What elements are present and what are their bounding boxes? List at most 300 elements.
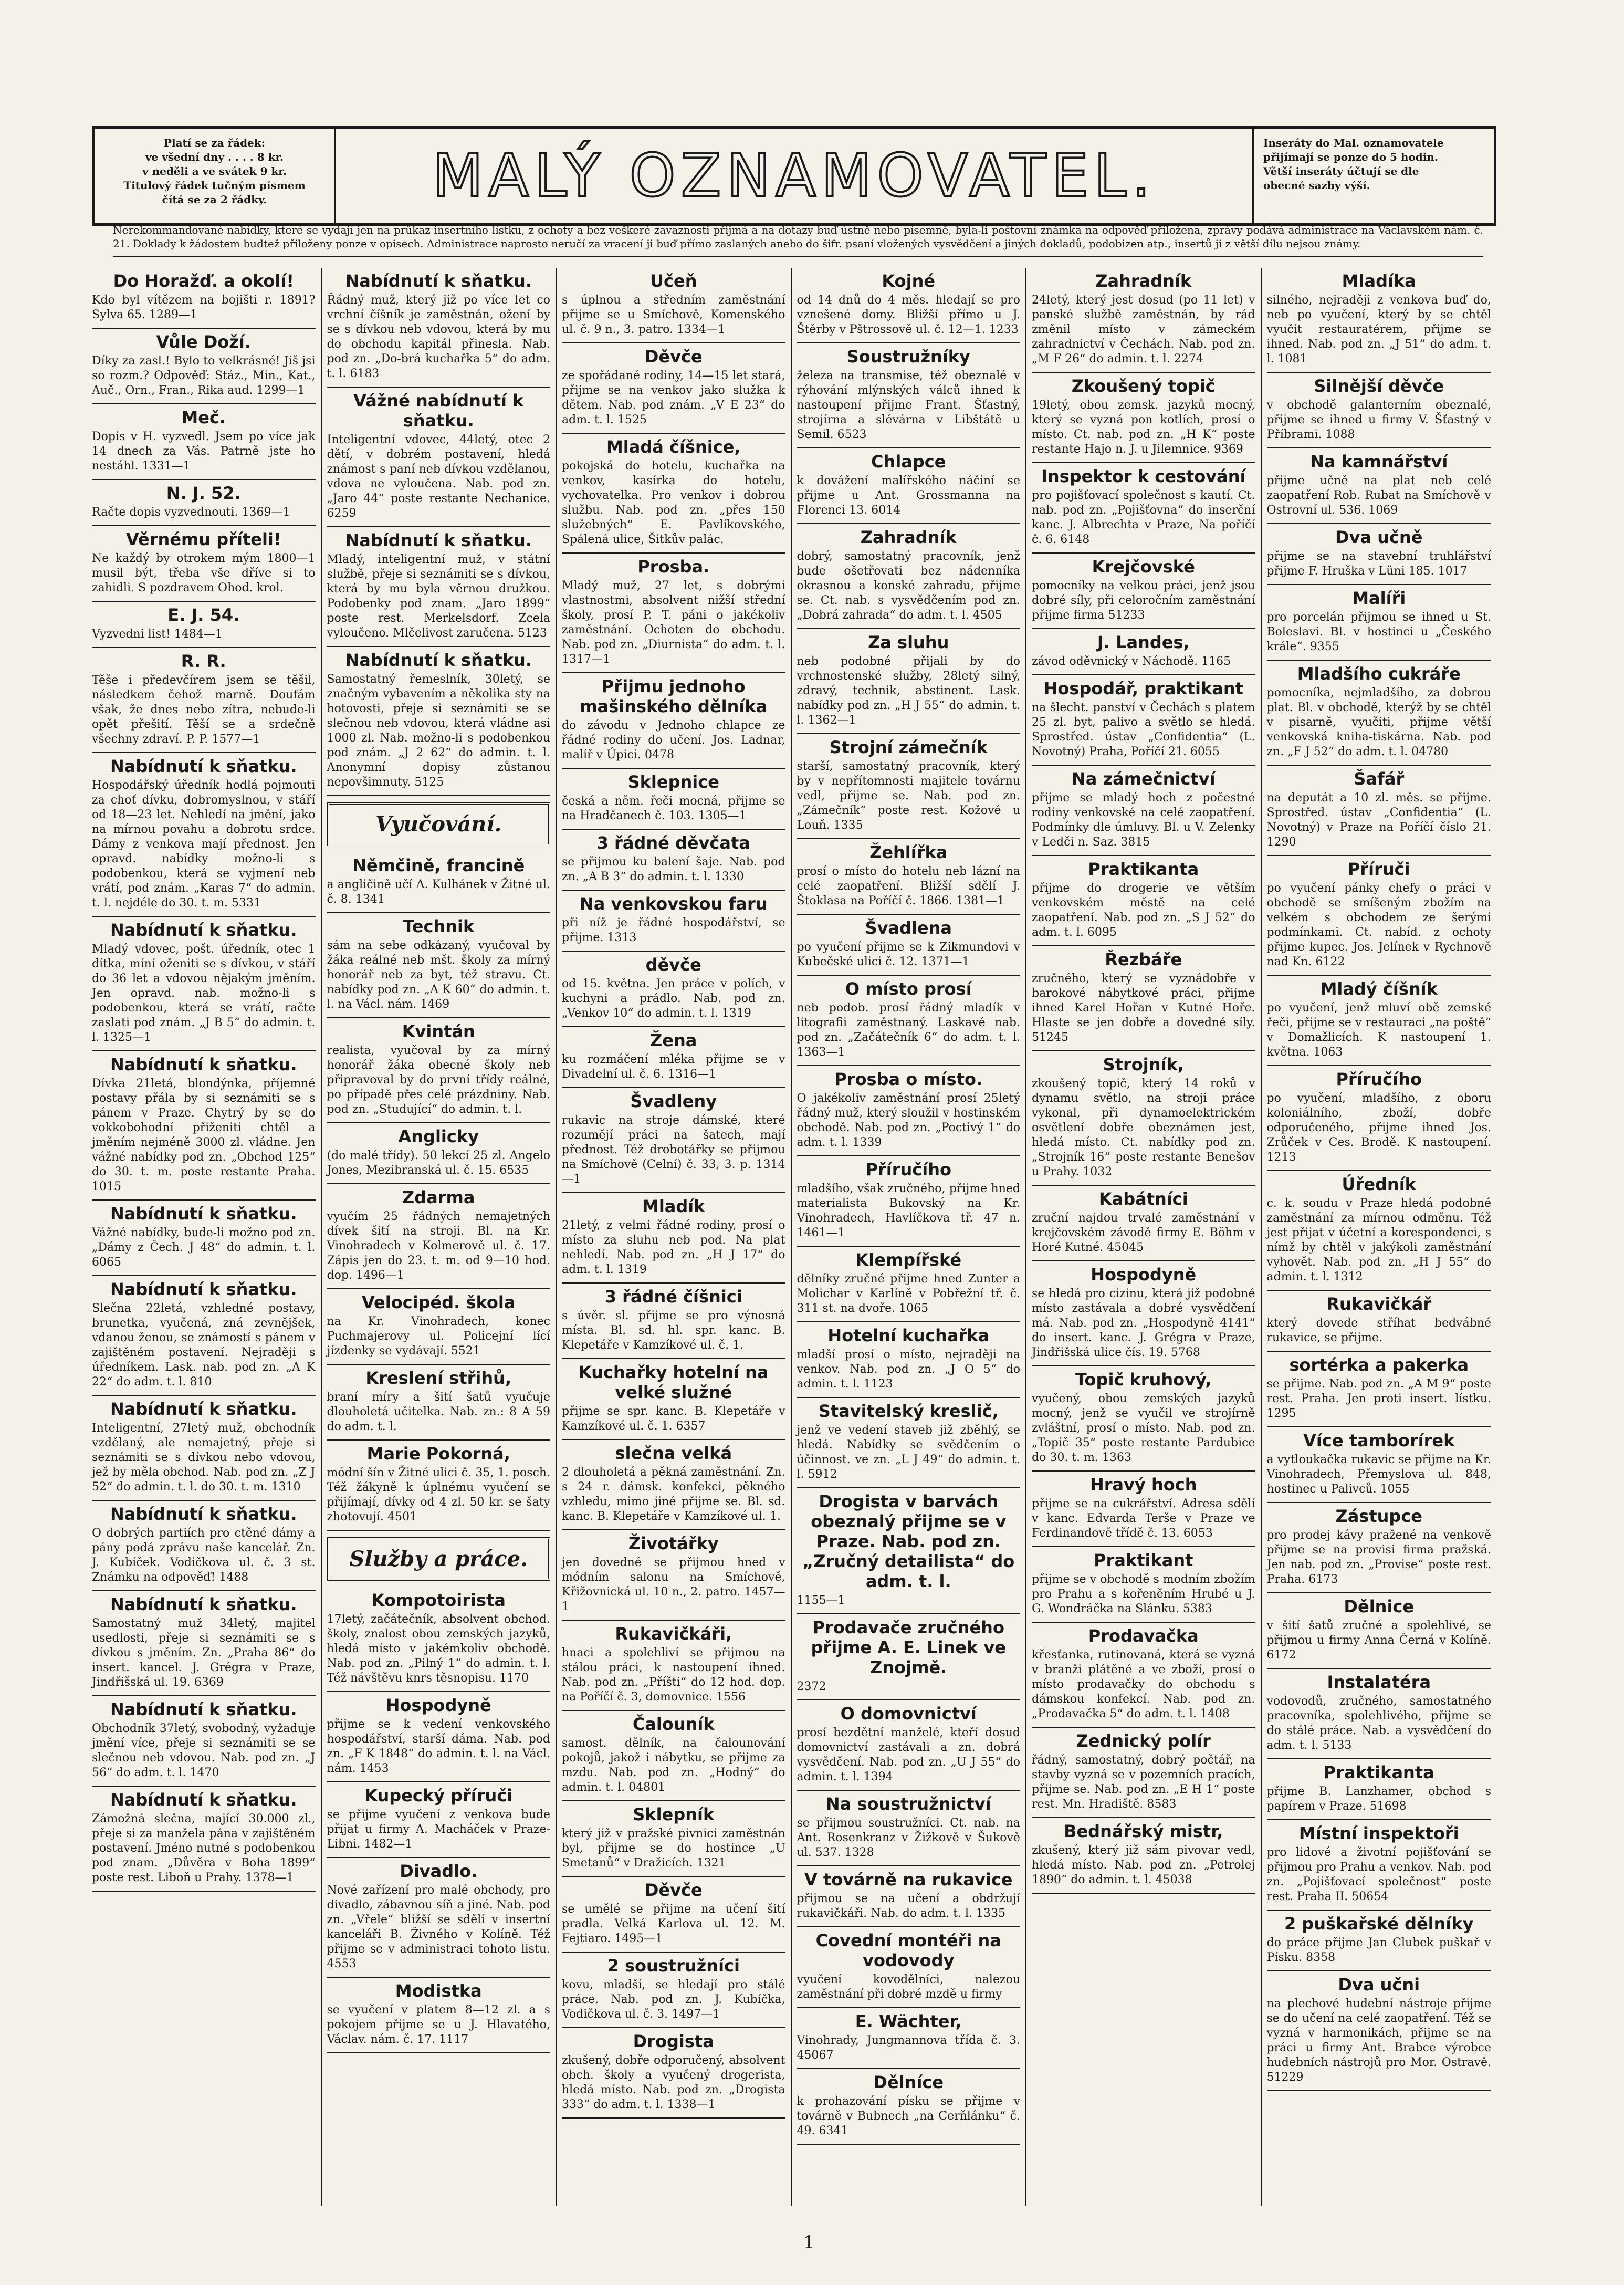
ad-title: Nabídnutí k sňatku.	[110, 920, 297, 940]
ad-title: Dva učně	[1335, 527, 1423, 547]
ad-text: mladší prosí o místo, nejraději na venkov. Nab. pod zn. „J O 5“ do admin. t. l. 1123	[797, 1348, 1020, 1391]
ad-title: R. R.	[181, 651, 226, 671]
ad-text: křesťanka, rutinovaná, která se vyzná v branži plátěné a ve zboží, prosí o místo prodavačky do obchodu s dámskou konfekcí. Nab. pod zn. „Prodavačka 5“ do adm. t. l. 1408	[1032, 1648, 1255, 1720]
ad-text: ze spořádané rodiny, 14—15 let stará, přijme se na venkov jako služka k dětem. Nab. pod znám. „V E 23“ do adm. t. l. 1525	[562, 369, 785, 426]
classified-ad	[1267, 585, 1492, 661]
ad-text: od 14 dnů do 4 měs. hledají se pro vznešené domy. Bližší přímo u J. Štěrby v Pštrossově ul. č. 12—1. 1233	[797, 294, 1020, 336]
ad-title: děvče	[645, 955, 701, 975]
classified-ad	[1032, 1472, 1255, 1547]
ad-text: 21letý, z velmi řádné rodiny, prosí o místo za sluhu neb pod. Na plat nehledí. Nab. pod zn. „H J 17“ do adm. t. l. 1319	[562, 1219, 785, 1276]
ad-text: c. k. soudu v Praze hledá podobné zaměstnání za mírnou odměnu. Též jest přijat v účetní a korespondenci, s nímž by chtěl v jakýkoli zaměstnání vyhovět. Nab. pod zn. „H J 55“ do admin. t. l. 1312	[1266, 1197, 1491, 1284]
classified-ad	[1032, 675, 1255, 766]
ad-text: přijme se mladý hoch z počestné rodiny venkovské na celé zaopatření. Podmínky dle úmluvy. Bl. u V. Zelenky v Ledči n. Saz. 3815	[1032, 791, 1255, 849]
classified-ad	[1032, 1366, 1255, 1472]
ad-text: kovu, mladší, se hledají pro stálé práce. Nab. pod zn. J. Kubíčka, Vodičkova ul. č. 3. 1497—1	[562, 1978, 785, 2021]
classified-ad	[1032, 554, 1255, 629]
ad-text: se přijme vyučení z venkova bude přijat u firmy A. Macháček v Praze-Libni. 1482—1	[327, 1808, 550, 1851]
ad-title: Velocipéd. škola	[362, 1292, 516, 1312]
classified-ad	[1032, 463, 1255, 554]
ad-title: Děvče	[644, 1880, 703, 1900]
ad-title: Divadlo.	[400, 1861, 478, 1881]
ad-text: Zámožná slečna, mající 30.000 zl., přeje si za manžela pána v zajištěném postavení. Jméno nutné s podobenkou pod znam. „Důvěra v Boha 1899“ poste rest. Liboň u Prahy. 1378—1	[92, 1812, 316, 1884]
ad-text: Mladý, inteligentní muž, v státní službě, přeje si seznámiti se s dívkou, která by mu byla věrnou družkou. Podobenky pod znam. „Jaro 1899“ poste rest. Merkelsdorf. Zcela vyloučeno. Mlčelivost zaručena. 5123	[327, 553, 550, 640]
info-line: Větší inseráty účtují se dle	[1263, 165, 1419, 178]
ad-text: Řádný muž, který již po více let co vrchní číšník je zaměstnán, ožení by se s dívkou neb vdovou, která by mu do obchodu kapitál přinesla. Nab. pod zn. „Do-brá kuchařka 5“ do adm. t. l. 6183	[327, 294, 550, 380]
classified-ad	[1032, 1186, 1255, 1261]
ad-title: Kuchařky hotelní na velké služné	[579, 1362, 769, 1402]
ad-title: O místo prosí	[845, 979, 972, 999]
ad-title: Chlapce	[871, 452, 946, 472]
ad-title: Hospodář, praktikant	[1043, 679, 1243, 698]
ad-text: O dobrých partiích pro ctěné dámy a pány podá zprávu naše kancelář. Zn. J. Kubíček. Vodičkova ul. č. 3 st. Známku na odpověď! 1488	[92, 1527, 316, 1584]
classified-ad	[327, 1978, 551, 2053]
ad-text: jenž ve vedení staveb již zběhlý, se hledá. Nabídky se svědčením o účinnost. ve zn. „L J 49“ do admin. t. l. 5912	[797, 1424, 1020, 1481]
classified-ad	[1267, 1503, 1492, 1593]
ad-title: Sklepník	[633, 1804, 715, 1824]
ad-title: Přijmu jednoho mašinského dělníka	[580, 676, 768, 716]
ad-title: Technik	[403, 916, 475, 936]
ad-title: Čalouník	[632, 1714, 715, 1734]
ad-text: Nové zařízení pro malé obchody, pro divadlo, zábavnou síň a jiné. Nab. pod zn. „Vřele“ bližší se sdělí v insertní kanceláři B. Živného v Kolíně. Též přijme se v administraci tohoto listu. 4553	[327, 1884, 550, 1970]
ad-title: Na soustružnictví	[825, 1794, 991, 1814]
ad-text: hnaci a spolehliví se přijmou na stálou práci, k nastoupení ihned. Nab. pod zn. „Příšti“ do 12 hod. dop. na Poříčí č. 3, domovnice. 1556	[562, 1646, 785, 1704]
classified-ad	[797, 2069, 1021, 2145]
ad-title: V továrně na rukavice	[804, 1870, 1013, 1890]
classified-ad	[327, 913, 551, 1018]
classified-ad	[92, 1396, 316, 1501]
ad-text: vyučený, obou zemských jazyků mocný, jenž se vyučil ve strojírně zvláštní, prosí o místo. Nab. pod zn. „Topič 35“ poste restante Pardubice do 30. t. m. 1363	[1032, 1392, 1255, 1464]
masthead	[92, 126, 1496, 226]
ad-title: Instalatéra	[1327, 1672, 1431, 1692]
ad-title: Zdarma	[402, 1187, 475, 1207]
ad-text: přijme se na stavební truhlářství přijme F. Hruška v Lüni 185. 1017	[1266, 550, 1491, 578]
ad-title: Žena	[650, 1030, 697, 1050]
classified-ad	[1267, 1820, 1492, 1911]
ad-text: přijme se v obchodě s modním zbožím pro Prahu a s kořeněním Hrubé u J. G. Wondráčka na Slánku. 5383	[1032, 1573, 1255, 1615]
ad-title: Prodavače zručného přijme A. E. Linek ve Znojmě.	[811, 1618, 1006, 1677]
ad-title: Hotelní kuchařka	[827, 1326, 990, 1345]
classified-ad	[562, 1088, 785, 1193]
ad-text: sám na sebe odkázaný, vyučoval by žáka reálné neb mšt. školy za mírný honorář neb za byt, též stravu. Ct. nabídky pod zn. „A K 60“ do admin. t. l. na Václ. nám. 1469	[327, 939, 550, 1011]
ad-title: Dělníce	[873, 2072, 944, 2092]
column	[1026, 268, 1262, 2206]
classified-ad	[1267, 1593, 1492, 1669]
ad-title: Za sluhu	[868, 632, 949, 652]
insertion-info-box	[1252, 129, 1494, 223]
ad-title: Rukavičkáři,	[615, 1624, 732, 1644]
ad-title: Nabídnutí k sňatku.	[110, 1594, 297, 1614]
classified-ad	[562, 952, 785, 1027]
ad-text: vodovodů, zručného, samostatného pracovníka, spolehlivého, přijme se do stálé práce. Nab. a vysvědčení do adm. t. l. 5133	[1266, 1695, 1491, 1752]
classified-ad	[1032, 629, 1255, 675]
ad-text: s úvěr. sl. přijme se pro výnosná místa. Bl. sd. hl. spr. kanc. B. Klepetáře v Kamzíkové ul. č. 1.	[562, 1309, 785, 1352]
ad-text: na šlecht. panství v Čechách s platem 25 zl. byt, palivo a světlo se hledá. Sprostřed. ústav „Confidentia“ (L. Novotný) Praha, Poříčí 21. 6055	[1032, 701, 1255, 758]
ad-title: Do Horažď. a okolí!	[113, 271, 294, 291]
ad-title: Nabídnutí k sňatku.	[110, 1790, 297, 1810]
classified-ad	[562, 1711, 785, 1801]
ad-title: Učeň	[650, 271, 697, 291]
ad-text: Samostatný řemeslník, 30letý, se značným vybavením a několika sty na hotovosti, přeje si seznámiti se se slečnou neb vdovou, která vládne asi 1000 zl. Nab. možno-li s podobenkou pod znám. „J 2 62“ do admin. t. l. Anonymní dopisy zůstanou nepovšimnuty. 5125	[327, 673, 550, 789]
classified-ad	[797, 1927, 1021, 2008]
ad-title: 3 řádné děvčata	[596, 833, 750, 853]
classified-ad	[327, 1184, 551, 1289]
classified-ad	[327, 388, 551, 527]
ad-text: do práce přijme Jan Clubek puškař v Písku. 8358	[1266, 1936, 1491, 1964]
classified-ad	[797, 1791, 1021, 1866]
ad-text: braní míry a šití šatů vyučuje dlouholetá učitelka. Nab. zn.: 8 A 59 do adm. t. l.	[327, 1391, 550, 1433]
ad-text: Vážné nabídky, bude-li možno pod zn. „Dámy z Čech. J 48“ do admin. t. l. 6065	[92, 1226, 316, 1269]
section-heading: Vyučování.	[327, 802, 551, 846]
ad-title: Inspektor k cestování	[1041, 466, 1246, 486]
classified-ad	[797, 1156, 1021, 1247]
ad-text: Hospodářský úředník hodlá pojmouti za choť dívku, dobromyslnou, v stáří od 18—23 let. Nehledí na jmění, jako na mírnou povahu a dobrotu srdce. Dámy z venkova mají přednost. Jen opravd. nabídky možno-li s podobenkou, která se vyjmení neb vrátí, pod znám. „Karas 7“ do admin. t. l. nejdéle do 30. t. m. 5331	[92, 779, 316, 910]
classified-ad	[92, 1787, 316, 1892]
ad-title: Žehlířka	[869, 842, 948, 862]
ad-text: Díky za zasl.! Bylo to velkrásné! Jiš jsi so rozm.? Odpověď: Stáz., Min., Kat., Auč., Orn., Fran., Rika aud. 1299—1	[92, 354, 316, 397]
ad-text: přijme se spr. kanc. B. Klepetáře v Kamzíkové ul. č. 1. 6357	[562, 1405, 785, 1433]
classified-ad	[1267, 1759, 1492, 1820]
classified-ad	[797, 1066, 1021, 1156]
classified-ad	[92, 480, 316, 526]
ad-text: ku rozmáčení mléka přijme se v Divadelní ul. č. 6. 1316—1	[562, 1053, 785, 1081]
ad-text: Dopis v H. vyzvedl. Jsem po více jak 14 dnech za Vás. Patrně jste ho nestáhl. 1331—1	[92, 430, 316, 473]
ad-text: k prohazování písku se přijme v továrně v Bubnech „na Cerňlánku“ č. 49. 6341	[797, 2095, 1020, 2137]
ad-title: Příručího	[865, 1160, 951, 1180]
ad-text: samost. dělník, na čalounování pokojů, jakož i nábytku, se přijme za mzdu. Nab. pod zn. „Hodný“ do admin. t. l. 04801	[562, 1737, 785, 1794]
ad-text: Inteligentní, 27letý muž, obchodník vzdělaný, ale nemajetný, přeje si seznámiti se s dívkou nebo vdovou, jež by měla obchod. Nab. pod zn. „Z J 52“ do admin. t. l. do 30. t. m. 1310	[92, 1422, 316, 1494]
ad-text: vyučení kovodělníci, nalezou zaměstnání při dobré mzdě u firmy	[797, 1973, 1020, 2001]
classified-ad	[562, 2028, 785, 2119]
ad-title: Nabídnutí k sňatku.	[345, 650, 532, 670]
ad-text: Obchodník 37letý, svobodný, vyžaduje jmění více, přeje si seznámiti se se slečnou neb vdovou. Nab. pod zn. „J 56“ do adm. t. l. 1470	[92, 1722, 316, 1779]
ad-title: Praktikant	[1094, 1550, 1193, 1570]
ad-title: Drogista	[633, 2031, 714, 2051]
ad-text: se vyučení v platem 8—12 zl. a s pokojem přijme se u J. Hlavatého, Václav. nám. č. 17. 1117	[327, 2004, 550, 2046]
ad-text: jen dovedné se přijmou hned v módním salonu na Smíchově, Křižovnická ul. 10 n., 2. patro. 1457—1	[562, 1556, 785, 1613]
ad-title: Němčině, francině	[352, 855, 525, 875]
classified-ad	[797, 343, 1021, 448]
classified-ad	[92, 1591, 316, 1696]
ad-title: Sklepnice	[627, 772, 719, 792]
ad-title: Rukavičkář	[1326, 1294, 1432, 1314]
classified-ad	[562, 1359, 785, 1440]
classified-ad	[797, 839, 1021, 915]
rates-box	[95, 129, 336, 223]
classified-ad	[92, 648, 316, 753]
ad-title: Zednický polír	[1076, 1731, 1211, 1751]
ad-title: 3 řádné číšnici	[604, 1287, 742, 1307]
classified-ad	[797, 1866, 1021, 1927]
classified-ad	[327, 647, 551, 796]
ad-title: Nabídnutí k sňatku.	[345, 530, 532, 550]
classified-ad	[797, 1488, 1021, 1614]
ad-text: módní šín v Žitné ulici č. 35, 1. posch. Též žákyně k úplnému vyučení se přijímají, dívky od 4 zl. 50 kr. se šaty zhotovují. 4501	[327, 1466, 550, 1524]
classified-ad	[1267, 1171, 1492, 1291]
ad-text: 1155—1	[797, 1594, 845, 1607]
classified-ad	[327, 1365, 551, 1441]
classified-ad	[1267, 766, 1492, 856]
column	[87, 268, 322, 2206]
rates-line: Titulový řádek tučným písmem	[123, 179, 306, 192]
ad-title: Covední montéři na vodovody	[815, 1931, 1001, 1970]
ad-title: Švadlena	[865, 918, 952, 938]
ad-text: zruční najdou trvalé zaměstnání v krejčovském závodě firmy E. Böhm v Horé Kutné. 45045	[1032, 1212, 1255, 1254]
ad-text: do závodu v Jednoho chlapce ze řádné rodiny do učení. Jos. Ladnar, malíř v Úpici. 0478	[562, 719, 785, 761]
ad-text: na plechové hudební nástroje přijme se do učení na celé zaopatření. Též se vyzná v harmonikách, přijme se na práci u firmy Ant. Brabce výrobce hudebních nástrojů pro Mor. Ostravě. 51229	[1266, 1997, 1491, 2084]
ad-title: N. J. 52.	[166, 483, 241, 503]
classified-ad	[562, 1801, 785, 1877]
ad-text: a angličině učí A. Kulhánek v Žitné ul. č. 8. 1341	[327, 878, 550, 906]
classified-ad	[92, 1696, 316, 1787]
classified-ad	[797, 2008, 1021, 2069]
ad-text: prosí bezdětní manželé, kteří dosud domovnictví zastávali a zn. dobrá vysvědčení. Nab. pod zn. „U J 55“ do admin. t. l. 1394	[797, 1726, 1020, 1783]
info-line: přijímají se ponze do 5 hodin.	[1263, 151, 1438, 163]
classified-ad	[1032, 1261, 1255, 1366]
rates-line: ve všední dny . . . . 8 kr.	[145, 151, 284, 163]
ad-title: Kompotoirista	[371, 1590, 506, 1610]
ad-title: sortérka a pakerka	[1289, 1355, 1469, 1375]
ad-text: se umělé se přijme na učení šití pradla. Velká Karlova ul. 12. M. Fejtiaro. 1495—1	[562, 1903, 785, 1945]
ad-title: Meč.	[181, 408, 226, 427]
column	[557, 268, 792, 2206]
ad-title: J. Landes,	[1097, 632, 1190, 652]
ad-title: Mladíka	[1342, 271, 1416, 291]
ad-title: Praktikanta	[1088, 859, 1199, 879]
ad-text: zkušený, dobře odporučený, absolvent obch. školy a vyučený drogerista, hledá místo. Nab. pod zn. „Drogista 333“ do adm. t. l. 1338—1	[562, 2054, 785, 2111]
ad-text: na deputát a 10 zl. měs. se přijme. Sprostřed. ústav „Confidentia“ (L. Novotný) v Praze na Poříčí číslo 21. 1290	[1266, 791, 1491, 849]
ad-title: Silnější děvče	[1314, 376, 1444, 396]
classified-ad	[92, 1276, 316, 1396]
classified-ad	[562, 1530, 785, 1621]
classified-ad	[797, 1247, 1021, 1322]
classified-ad	[797, 1614, 1021, 1700]
ad-text: Samostatný muž 34letý, majitel usedlosti, přeje si seznámiti se s dívkou s jměním. Zn. „Praha 86“ do insert. kancel. J. Grégra v Praze, Jindřišská ul. 19. 6369	[92, 1617, 316, 1689]
ad-title: E. J. 54.	[167, 605, 240, 625]
classified-ad	[562, 554, 785, 673]
ad-title: Marie Pokorná,	[366, 1444, 510, 1464]
ad-text: v šití šatů zručné a spolehlivé, se přijmou u firmy Anna Černá v Kolíně. 6172	[1266, 1619, 1491, 1662]
ad-title: Zahradník	[1095, 271, 1192, 291]
ad-text: 2372	[797, 1680, 826, 1693]
ad-text: Slečna 22letá, vzhledné postavy, brunetka, vyučená, zná zevnějšek, vdanou ženou, se známostí s pánem v zajištěném postavení. Nejraději s úředníkem. Lask. nab. pod zn. „A K 22“ do adm. t. l. 810	[92, 1302, 316, 1389]
classified-ad	[327, 527, 551, 647]
ad-title: Strojní zámečník	[829, 737, 988, 757]
ad-title: E. Wächter,	[855, 2011, 962, 2031]
ad-title: Více tamborírek	[1303, 1431, 1455, 1451]
classified-ad	[562, 1953, 785, 2028]
ad-title: 2 soustružníci	[607, 1956, 740, 1976]
classified-ad	[92, 917, 316, 1051]
ad-text: který dovede stříhat bedvábné rukavice, se přijme.	[1266, 1317, 1491, 1344]
classified-ad	[1267, 1427, 1492, 1503]
ad-title: Stavitelský kreslič,	[818, 1401, 999, 1421]
classified-ad	[562, 1621, 785, 1711]
classified-ad	[1267, 661, 1492, 766]
ad-title: Životářky	[628, 1533, 719, 1553]
ad-text: se přijmou ku balení šaje. Nab. pod zn. „A B 3“ do admin. t. l. 1330	[562, 855, 785, 883]
classified-ad	[797, 1700, 1021, 1791]
ad-text: řádný, samostatný, dobrý počtář, na stavby vyzná se v pozemních pracích, přijme se. Nab. pod zn. „E H 1“ poste rest. Mn. Hradiště. 8583	[1032, 1754, 1255, 1811]
classified-ad	[797, 1322, 1021, 1398]
classified-ad	[327, 1692, 551, 1782]
classified-ad	[92, 1501, 316, 1591]
ad-title: Kupecký příruči	[364, 1786, 513, 1806]
ad-title: Věrnému příteli!	[126, 529, 281, 549]
ad-text: železa na transmise, též obeznalé v rýhování mlýnských válců ihned k nastoupení přijme Frant. Šťastný, strojírna a slévárna v Libštátě u Semil. 6523	[797, 369, 1020, 441]
classified-ad	[92, 268, 316, 329]
classified-ad	[1032, 1728, 1255, 1818]
classified-ad	[1032, 1051, 1255, 1186]
ad-text: Ne každý by otrokem mým 1800—1 musil být, třeba vše dříve si to zahidli. S pozdravem Ohod. krol.	[92, 552, 316, 594]
classified-ad	[1267, 268, 1492, 373]
ad-text: Račte dopis vyzvednouti. 1369—1	[92, 506, 290, 519]
classified-ad	[1032, 946, 1255, 1051]
ad-title: Příruči	[1347, 859, 1410, 879]
ad-text: Mladý muž, 27 let, s dobrými vlastnostmi, absolvent nižší střední školy, prosí P. T. páni o jakékoliv zaměstnání. Ochoten do obchodu. Nab. pod zn. „Diurnista“ do adm. t. l. 1317—1	[562, 579, 785, 666]
classified-ad	[1267, 373, 1492, 448]
classified-ad	[92, 753, 316, 917]
ad-title: Kvintán	[402, 1021, 475, 1041]
ad-title: Zahradník	[860, 527, 957, 547]
ad-text: který již v pražské pivnici zaměstnán byl, přijme se do hostince „U Smetanů“ v Dražicích. 1321	[562, 1827, 785, 1870]
ad-text: po vyučení pánky chefy o práci v obchodě se smíšeným zbožím na velkém s obchodem ze šerými podmínkami. Ct. nabíd. z ochoty přijme kupec. Jos. Jelínek v Rychnově nad Kn. 6122	[1266, 882, 1491, 968]
ad-text: zručného, který se vyznádobře v barokové nábytkové práci, přijme ihned Karel Hořan v Kutné Hoře. Hlaste se jen dobře a dovedné síly. 51245	[1032, 972, 1255, 1044]
ad-title: Vážné nabídnutí k sňatku.	[353, 391, 524, 431]
ad-title: Mladšího cukráře	[1297, 664, 1461, 684]
ad-title: Úředník	[1342, 1174, 1416, 1194]
classified-ad	[797, 448, 1021, 524]
ad-text: přijme se k vedení venkovského hospodářství, starší dáma. Nab. pod zn. „F K 1848“ do admin. t. l. na Václ. nám. 1453	[327, 1718, 550, 1775]
classified-ad	[1267, 1066, 1492, 1171]
ad-title: Na zámečnictví	[1071, 769, 1216, 789]
classified-ad	[92, 1201, 316, 1276]
classified-ad	[1267, 856, 1492, 976]
ad-text: starší, samostatný pracovník, který by v nepřítomnosti majitele továrnu vedl, přijme se. Nab. pod zn. „Zámečník“ poste rest. Kožové u Louň. 1335	[797, 760, 1020, 832]
ad-title: Prosba.	[637, 557, 710, 577]
ad-text: pro pojišťovací společnost s kautí. Ct. nab. pod zn. „Pojišťovna“ do inserční kanc. J. Albrechta v Praze, Na poříčí č. 6. 6148	[1032, 489, 1255, 546]
ad-text: realista, vyučoval by za mírný honorář žáka obecné školy neb připravoval by do první třídy reálné, po případě přes celé prázdniny. Nab. pod zn. „Studující“ do admin. t. l.	[327, 1044, 550, 1116]
ad-text: na Kr. Vinohradech, konec Puchmajerovy ul. Policejní lící jízdenky se vydávají. 5521	[327, 1315, 550, 1358]
classified-ad	[1032, 373, 1255, 463]
classified-ad	[562, 830, 785, 891]
classified-ad	[797, 524, 1021, 629]
ad-text: přijme učně na plat neb celé zaopatření Rob. Rubat na Smíchově v Ostrovní ul. 536. 1069	[1266, 474, 1491, 517]
classified-ad	[562, 769, 785, 830]
rates-line: v neděli a ve svátek 9 kr.	[142, 165, 287, 178]
ad-title: Klempířské	[855, 1250, 962, 1270]
info-line: obecné sazby výší.	[1263, 179, 1370, 192]
classified-ad	[562, 891, 785, 952]
classified-ad	[92, 1051, 316, 1201]
ad-title: Kojné	[882, 271, 936, 291]
ad-text: vyučím 25 řádných nemajetných dívek šití na stroji. Bl. na Kr. Vinohradech v Kolmerově ul. č. 17. Zápis jen do 23. t. m. od 9—10 hod. dop. 1496—1	[327, 1210, 550, 1282]
ad-title: Dva učni	[1338, 1975, 1420, 1995]
ad-title: Nabídnutí k sňatku.	[110, 756, 297, 776]
ad-text: od 15. května. Jen práce v polích, v kuchyni a prádlo. Nab. pod zn. „Venkov 10“ do admin. t. l. 1319	[562, 977, 785, 1020]
classified-ad	[1032, 766, 1255, 856]
classified-columns	[87, 268, 1496, 2206]
ad-text: přijme B. Lanzhamer, obchod s papírem v Praze. 51698	[1266, 1785, 1491, 1813]
column	[1262, 268, 1497, 2206]
classified-ad	[562, 1440, 785, 1530]
ad-title: Strojník,	[1103, 1055, 1184, 1074]
classified-ad	[1267, 448, 1492, 524]
classified-ad	[1032, 1623, 1255, 1728]
ad-title: Modistka	[395, 1981, 482, 2001]
ad-title: Nabídnutí k sňatku.	[110, 1399, 297, 1419]
classified-ad	[1032, 856, 1255, 946]
ad-text: O jakékoliv zaměstnání prosí 25letý řádný muž, který sloužil v hostinském obchodě. Nab. pod zn. „Poctivý 1“ do adm. t. l. 1339	[797, 1092, 1020, 1149]
ad-title: Na kamnářství	[1310, 452, 1448, 472]
ad-text: 2 dlouholetá a pěkná zaměstnání. Zn. s 24 r. dámsk. konfekci, pěkného vzhledu, mimo jiné přijme se. Bl. sd. kanc. B. Klepetáře v Kamzíkové ul. 1.	[562, 1466, 785, 1523]
ad-title: Na venkovskou faru	[579, 894, 768, 914]
ad-text: mladšího, však zručného, přijme hned materialista Bukovský na Kr. Vinohradech, Havlíčkova tř. 47 n. 1461—1	[797, 1182, 1020, 1239]
ad-text: česká a něm. řeči mocná, přijme se na Hradčanech č. 103. 1305—1	[562, 795, 785, 822]
classified-ad	[327, 1289, 551, 1365]
classified-ad	[1267, 1352, 1492, 1427]
ad-text: Dívka 21letá, blondýnka, příjemné postavy přála by si seznámiti se s pánem v Praze. Chytrý by se do vokkobohodní přiženiti chtěl a jměním nejméně 3000 zl. vládne. Jen vážné nabídky pod zn. „Obchod 125“ do 30. t. m. poste restante Praha. 1015	[92, 1077, 316, 1193]
ad-text: Vinohrady, Jungmannova třída č. 3. 45067	[797, 2034, 1020, 2062]
classified-ad	[562, 1877, 785, 1953]
classified-ad	[1267, 976, 1492, 1066]
classified-ad	[327, 1441, 551, 1531]
classified-ad	[1032, 1547, 1255, 1623]
ad-title: Hravý hoch	[1089, 1475, 1197, 1495]
ad-title: Vůle Doží.	[156, 332, 251, 352]
ad-title: Soustružníky	[846, 347, 970, 367]
ad-text: při níž je řádné hospodářství, se přijme. 1313	[562, 916, 785, 944]
ad-text: silného, nejraději z venkova buď do, neb po vyučení, který by se chtěl vyučit restauratérem, přijme se ihned. Nab. pod zn. „J 51“ do adm. t. l. 1081	[1266, 294, 1491, 366]
ad-title: Kreslení střihů,	[365, 1368, 512, 1388]
ad-title: 2 puškařské dělníky	[1284, 1914, 1474, 1934]
ad-title: Nabídnutí k sňatku.	[110, 1504, 297, 1524]
classified-ad	[1267, 1911, 1492, 1971]
ad-text: se přijme. Nab. pod zn. „A M 9“ poste rest. Praha. Jen proti insert. lístku. 1295	[1266, 1378, 1491, 1420]
ad-title: Zástupce	[1335, 1506, 1422, 1526]
page-title: MALÝ OZNAMOVATEL.	[432, 142, 1156, 210]
ad-title: Kabátníci	[1098, 1189, 1188, 1209]
ad-text: prosí o místo do hotelu neb lázní na celé zaopatření. Bližší sdělí J. Štoklasa na Poříčí č. 1866. 1381—1	[797, 865, 1020, 907]
classified-ad	[562, 673, 785, 769]
classified-ad	[797, 915, 1021, 976]
classified-ad	[797, 268, 1021, 343]
classified-ad	[1032, 1818, 1255, 1894]
ad-title: Místní inspektoři	[1298, 1823, 1459, 1843]
ad-text: (do malé třídy). 50 lekcí 25 zl. Angelo Jones, Mezibranská ul. č. 15. 6535	[327, 1149, 550, 1177]
ad-title: Prosba o místo.	[834, 1069, 983, 1089]
info-line: Inseráty do Mal. oznamovatele	[1263, 137, 1444, 149]
classified-ad	[92, 526, 316, 602]
ad-text: pro lidové a životní pojišťování se přijmou pro Prahu a venkov. Nab. pod zn. „Pojišťovací společnost“ poste rest. Praha II. 50654	[1266, 1846, 1491, 1903]
ad-title: Drogista v barvách obeznalý přijme se v Praze. Nab. pod zn. „Zručný detailista“ do adm. t. l.	[802, 1491, 1015, 1591]
ad-text: neb podob. prosí řádný mladík v litografii zaměstnaný. Laskavé nab. pod zn. „Začátečník 6“ do adm. t. l. 1363—1	[797, 1001, 1020, 1059]
ad-text: Kdo byl vítězem na bojišti r. 1891? Sylva 65. 1289—1	[92, 294, 316, 321]
rates-line: čítá se za 2 řádky.	[162, 193, 267, 206]
ad-text: přijmou se na učení a obdržují rukavičkáři. Nab. do adm. t. l. 1335	[797, 1892, 1020, 1920]
ad-text: pro porcelán přijmou se ihned u St. Boleslavi. Bl. v hostinci u „Českého krále“. 9355	[1266, 611, 1491, 653]
classified-ad	[1267, 524, 1492, 585]
ad-text: dobrý, samostatný pracovník, jenž bude ošetřovati bez nádenníka okrasnou a konské zahradu, přijme se. Ct. nab. s vysvědčením pod zn. „Dobrá zahrada“ do adm. t. l. 4505	[797, 550, 1020, 622]
ad-title: Mladík	[642, 1196, 705, 1216]
ad-text: v obchodě galanterním obeznalé, přijme se ihned u firmy V. Šťastný v Příbrami. 1088	[1266, 399, 1491, 441]
classified-ad	[562, 268, 785, 343]
page-mark: 1	[803, 2232, 815, 2253]
classified-ad	[562, 1284, 785, 1359]
classified-ad	[327, 1587, 551, 1692]
ad-text: s úplnou a středním zaměstnání přijme se u Smíchově, Komenského ul. č. 9 n., 3. patro. 1334—1	[562, 294, 785, 336]
classified-ad	[562, 1027, 785, 1088]
ad-text: dělníky zručné přijme hned Zunter a Molichar v Karlíně v Pobřežní tř. č. 311 st. na dvoře. 1065	[797, 1272, 1020, 1315]
